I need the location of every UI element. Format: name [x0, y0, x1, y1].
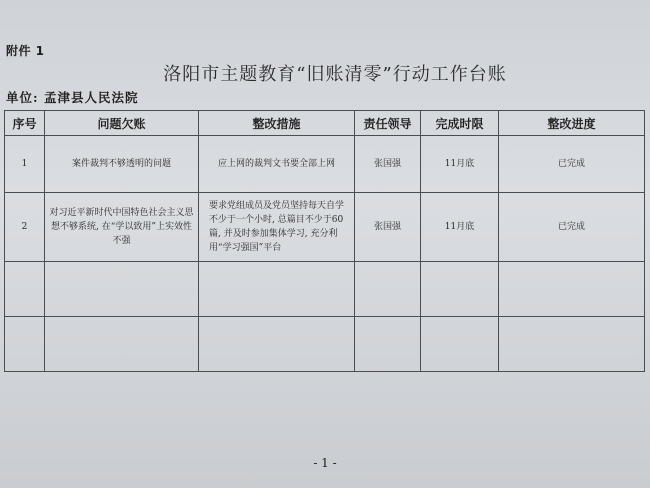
cell-measure: 应上网的裁判文书要全部上网: [199, 136, 355, 193]
cell-index: [5, 262, 45, 317]
cell-measure: [199, 317, 355, 372]
cell-deadline: 11月底: [421, 136, 499, 193]
column-header-progress: 整改进度: [499, 111, 645, 136]
cell-progress: [499, 317, 645, 372]
column-header-measure: 整改措施: [199, 111, 355, 136]
page-number: - 1 -: [313, 456, 337, 470]
cell-index: 2: [5, 193, 45, 262]
attachment-label: 附件 1: [6, 44, 45, 58]
work-ledger-table: [4, 110, 645, 372]
cell-leader: [355, 262, 421, 317]
column-header-index: 序号: [5, 111, 45, 136]
column-header-leader: 责任领导: [355, 111, 421, 136]
table-row: [5, 317, 645, 372]
table-row: [5, 193, 645, 262]
cell-progress: 已完成: [499, 193, 645, 262]
page-title: 洛阳市主题教育“旧账清零”行动工作台账: [163, 64, 507, 85]
cell-issue: 案件裁判不够透明的问题: [45, 136, 199, 193]
cell-deadline: 11月底: [421, 193, 499, 262]
cell-issue: 对习近平新时代中国特色社会主义思想不够系统, 在“学以致用”上实效性不强: [45, 193, 199, 262]
cell-measure: 要求党组成员及党员坚持每天自学不少于一个小时, 总篇目不少于60篇, 并及时参加集体学习, 充分利用“学习强国”平台: [199, 193, 355, 262]
cell-deadline: [421, 262, 499, 317]
cell-issue: [45, 262, 199, 317]
cell-index: [5, 317, 45, 372]
cell-measure: [199, 262, 355, 317]
table-row: [5, 136, 645, 193]
cell-deadline: [421, 317, 499, 372]
column-header-deadline: 完成时限: [421, 111, 499, 136]
cell-progress: 已完成: [499, 136, 645, 193]
table-row: [5, 262, 645, 317]
unit-label: 单位: 孟津县人民法院: [6, 90, 139, 105]
cell-issue: [45, 317, 199, 372]
cell-progress: [499, 262, 645, 317]
table-header-row: [5, 111, 645, 136]
column-header-issue: 问题欠账: [45, 111, 199, 136]
cell-index: 1: [5, 136, 45, 193]
cell-leader: 张国强: [355, 136, 421, 193]
cell-leader: [355, 317, 421, 372]
cell-leader: 张国强: [355, 193, 421, 262]
